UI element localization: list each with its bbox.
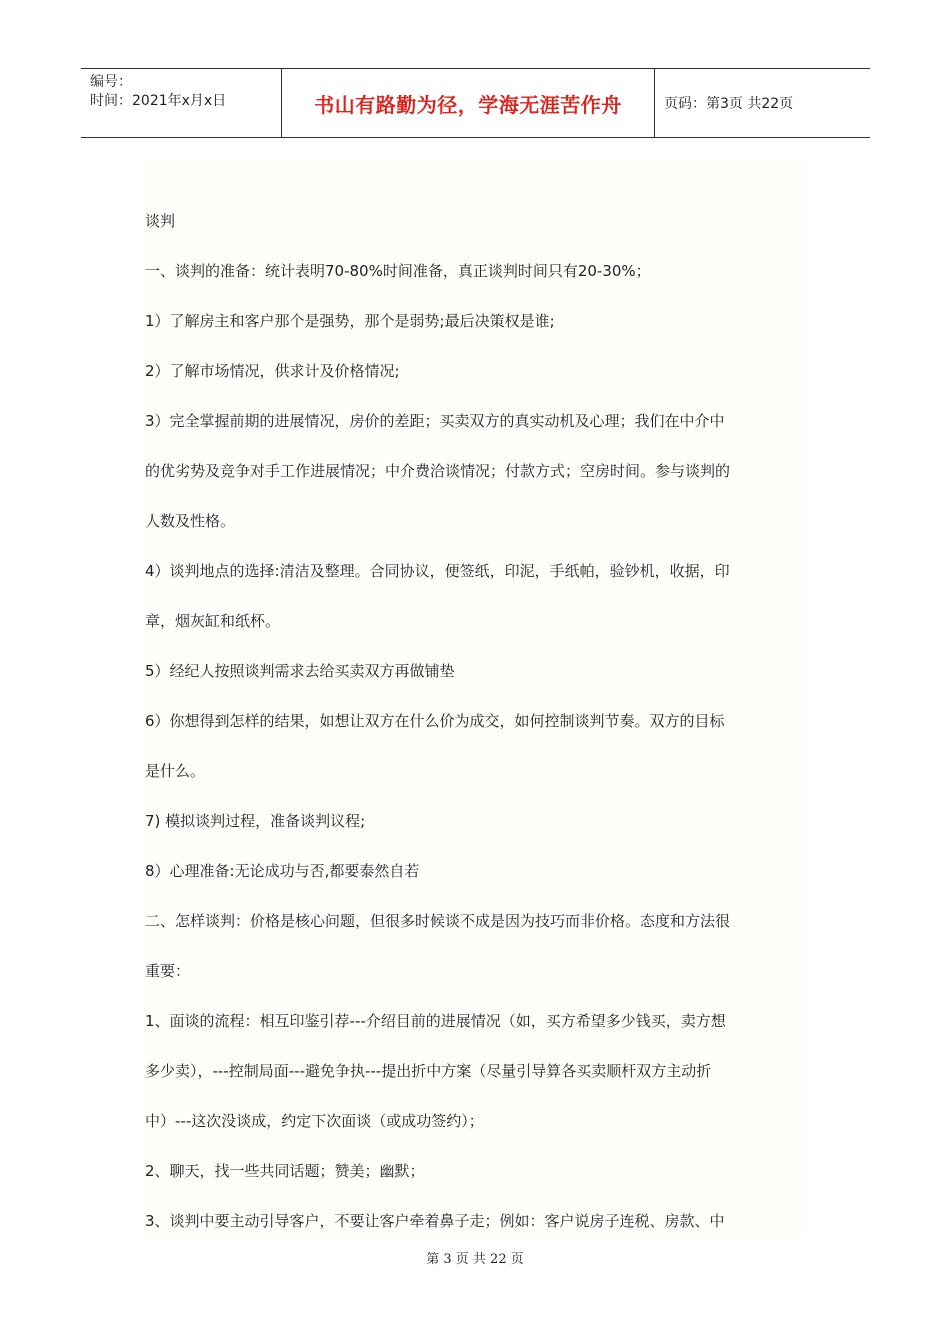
body-line: 人数及性格。 <box>145 512 236 530</box>
header-motto <box>282 69 655 137</box>
page-header <box>81 68 870 138</box>
body-line: 的优劣势及竞争对手工作进展情况；中介费洽谈情况；付款方式；空房时间。参与谈判的 <box>145 462 731 480</box>
body-line: 7) 模拟谈判过程，准备谈判议程; <box>145 812 366 830</box>
body-line: 谈判 <box>145 212 176 230</box>
body-line: 8）心理准备:无论成功与否,都要泰然自若 <box>145 862 420 880</box>
body-line: 6）你想得到怎样的结果，如想让双方在什么价为成交，如何控制谈判节奏。双方的目标 <box>145 712 725 730</box>
body-line: 多少卖），---控制局面---避免争执---提出折中方案（尽量引导算各买卖顺杆双方主动折 <box>145 1062 712 1080</box>
document-body <box>140 158 805 1243</box>
body-line: 一、谈判的准备：统计表明70-80%时间准备，真正谈判时间只有20-30%； <box>145 262 651 280</box>
body-line: 重要： <box>145 962 191 980</box>
body-line: 中）---这次没谈成，约定下次面谈（或成功签约）； <box>145 1112 484 1130</box>
page-info-text: 页码：第3页 共22页 <box>664 96 794 112</box>
body-line: 二、怎样谈判：价格是核心问题，但很多时候谈不成是因为技巧而非价格。态度和方法很 <box>145 912 731 930</box>
page-footer: 第 3 页 共 22 页 <box>426 1252 524 1267</box>
body-line: 3）完全掌握前期的进展情况，房价的差距；买卖双方的真实动机及心理；我们在中介中 <box>145 412 725 430</box>
header-page-info <box>655 69 870 137</box>
header-meta <box>81 69 282 137</box>
body-line: 1）了解房主和客户那个是强势，那个是弱势;最后决策权是谁; <box>145 312 555 330</box>
time-label: 时间：2021年x月x日 <box>90 93 227 109</box>
body-line: 章，烟灰缸和纸杯。 <box>145 612 281 630</box>
motto-text: 书山有路勤为径，学海无涯苦作舟 <box>314 92 622 117</box>
body-line: 2、聊天，找一些共同话题；赞美；幽默； <box>145 1162 425 1180</box>
body-line: 4）谈判地点的选择:清洁及整理。合同协议，便签纸，印泥，手纸帕，验钞机，收据，印 <box>145 562 730 580</box>
body-line: 2）了解市场情况，供求计及价格情况; <box>145 362 400 380</box>
body-line: 3、谈判中要主动引导客户，不要让客户牵着鼻子走；例如：客户说房子连税、房款、中 <box>145 1212 725 1230</box>
body-line: 5）经纪人按照谈判需求去给买卖双方再做铺垫 <box>145 662 455 680</box>
body-line: 是什么。 <box>145 762 206 780</box>
body-line: 1、面谈的流程：相互印鉴引荐---介绍目前的进展情况（如，买方希望多少钱买，卖方想 <box>145 1012 726 1030</box>
number-label: 编号： <box>90 74 132 90</box>
